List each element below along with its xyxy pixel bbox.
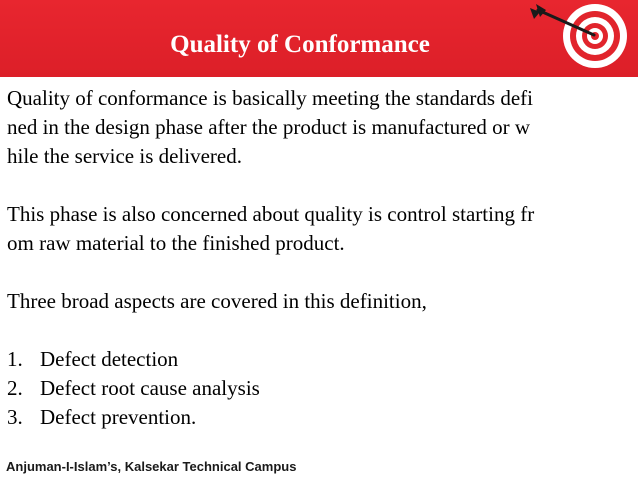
list-item-text: Defect prevention. (40, 405, 197, 429)
aspects-list (7, 345, 632, 432)
list-item-text: Defect detection (40, 347, 179, 371)
list-item-text: Defect root cause analysis (40, 376, 260, 400)
content-area (7, 84, 632, 432)
paragraph-2-line-2: om raw material to the finished product. (7, 231, 345, 255)
list-item-number: 2. (7, 376, 23, 400)
paragraph-2-line-1: This phase is also concerned about quality is control starting fr (7, 202, 535, 226)
slide-title: Quality of Conformance (170, 31, 430, 58)
list-item-number: 1. (7, 347, 23, 371)
paragraph-3: Three broad aspects are covered in this definition, (7, 289, 427, 313)
blank-line (7, 258, 632, 287)
paragraph-1-line-3: hile the service is delivered. (7, 144, 242, 168)
list-item (7, 403, 632, 432)
list-item (7, 345, 632, 374)
paragraph-1-line-2: ned in the design phase after the product is manufactured or w (7, 115, 531, 139)
paragraph-1-line-1: Quality of conformance is basically meeting the standards defi (7, 86, 533, 110)
header-bar (0, 0, 638, 77)
footer-institution: Anjuman-I-Islam’s, Kalsekar Technical Campus (6, 459, 297, 474)
list-item-number: 3. (7, 405, 23, 429)
blank-line (7, 316, 632, 345)
target-with-arrow-icon (518, 0, 638, 77)
blank-line (7, 171, 632, 200)
list-item (7, 374, 632, 403)
